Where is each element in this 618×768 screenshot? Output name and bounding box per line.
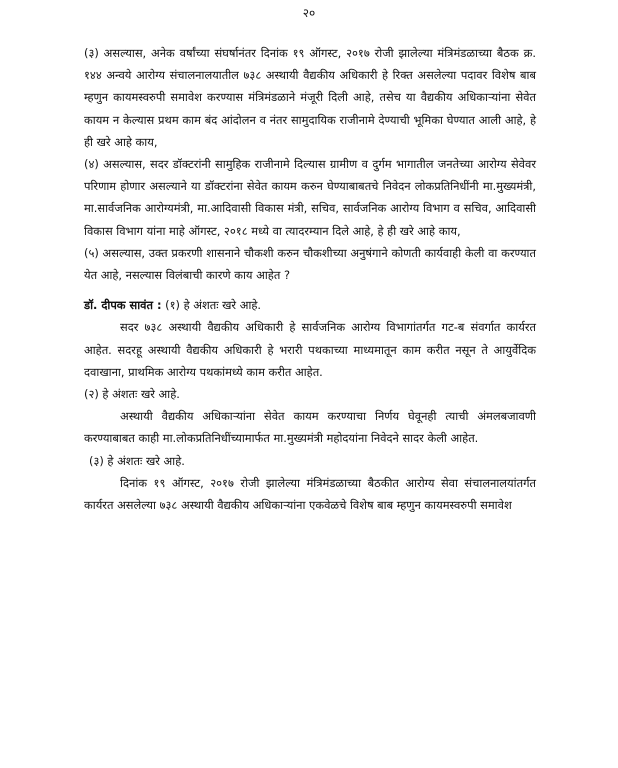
answer-1-paragraph: सदर ७३८ अस्थायी वैद्यकीय अधिकारी हे सार्वजनिक आरोग्य विभागांतर्गत गट-ब संवर्गात कार्यरत आहेत. सदरहू अस्थायी वैद्यकीय अधिकारी हे भरारी पथकाच्या माध्यमातून काम करीत नसून ते आयुर्वेदिक दवाखाना, प्राथमिक आरोग्य पथकांमध्ये काम करीत आहेत. [84, 320, 536, 379]
question-4: (४) असल्यास, सदर डॉक्टरांनी सामुहिक राजीनामे दिल्यास ग्रामीण व दुर्गम भागातील जनतेच्या आरोग्य सेवेवर परिणाम होणार असल्याने या डॉक्टरांना सेवेत कायम करुन घेण्याबाबतचे निवेदन लोकप्रतिनिधींनी मा.मुख्यमंत्री, मा.सार्वजनिक आरोग्यमंत्री, मा.आदिवासी विकास मंत्री, सचिव, सार्वजनिक आरोग्य विभाग व सचिव, आदिवासी विकास विभाग यांना माहे ऑगस्ट, २०१८ मध्ये वा त्यादरम्यान दिले आहे, हे ही खरे आहे काय, [84, 157, 536, 238]
page-body [84, 42, 536, 516]
answer-block [84, 294, 536, 516]
answer-2-paragraph: अस्थायी वैद्यकीय अधिकाऱ्यांना सेवेत कायम करण्याचा निर्णय घेवूनही त्याची अंमलबजावणी करण्याबाबत काही मा.लोकप्रतिनिधींच्यामार्फत मा.मुख्यमंत्री महोदयांना निवेदने सादर केली आहेत. [84, 409, 536, 446]
question-3: (३) असल्यास, अनेक वर्षांच्या संघर्षानंतर दिनांक १९ ऑगस्ट, २०१७ रोजी झालेल्या मंत्रिमंडळाच्या बैठक क्र. १४४ अन्वये आरोग्य संचालनालयातील ७३८ अस्थायी वैद्यकीय अधिकारी हे रिक्त असलेल्या पदावर विशेष बाब म्हणुन कायमस्वरुपी समावेश करण्यास मंत्रिमंडळाने मंजूरी दिली आहे, तसेच या वैद्यकीय अधिकाऱ्यांना सेवेत कायम न केल्यास प्रथम काम बंद आंदोलन व नंतर सामुदायिक राजीनामे देण्याची भूमिका घेण्यात आली आहे, हे ही खरे आहे काय, [84, 46, 536, 149]
answer-1-heading: (१) हे अंशतः खरे आहे. [165, 298, 262, 313]
answer-1-line [84, 294, 536, 316]
speaker-name: डॉ. दीपक सावंत : [84, 298, 162, 313]
page-number: २० [302, 6, 316, 20]
question-5: (५) असल्यास, उक्त प्रकरणी शासनाने चौकशी करुन चौकशीच्या अनुषंगाने कोणती कार्यवाही केली वा करण्यात येत आहे, नसल्यास विलंबाची कारणे काय आहेत ? [84, 245, 536, 283]
answer-2-heading: (२) हे अंशतः खरे आहे. [84, 387, 180, 402]
answer-3-heading: (३) हे अंशतः खरे आहे. [89, 453, 185, 468]
answer-3-paragraph: दिनांक १९ ऑगस्ट, २०१७ रोजी झालेल्या मंत्रिमंडळाच्या बैठकीत आरोग्य सेवा संचालनालयांतर्गत कार्यरत असलेल्या ७३८ अस्थायी वैद्यकीय अधिकाऱ्यांना एकवेळचे विशेष बाब म्हणुन कायमस्वरुपी समावेश [84, 475, 536, 513]
